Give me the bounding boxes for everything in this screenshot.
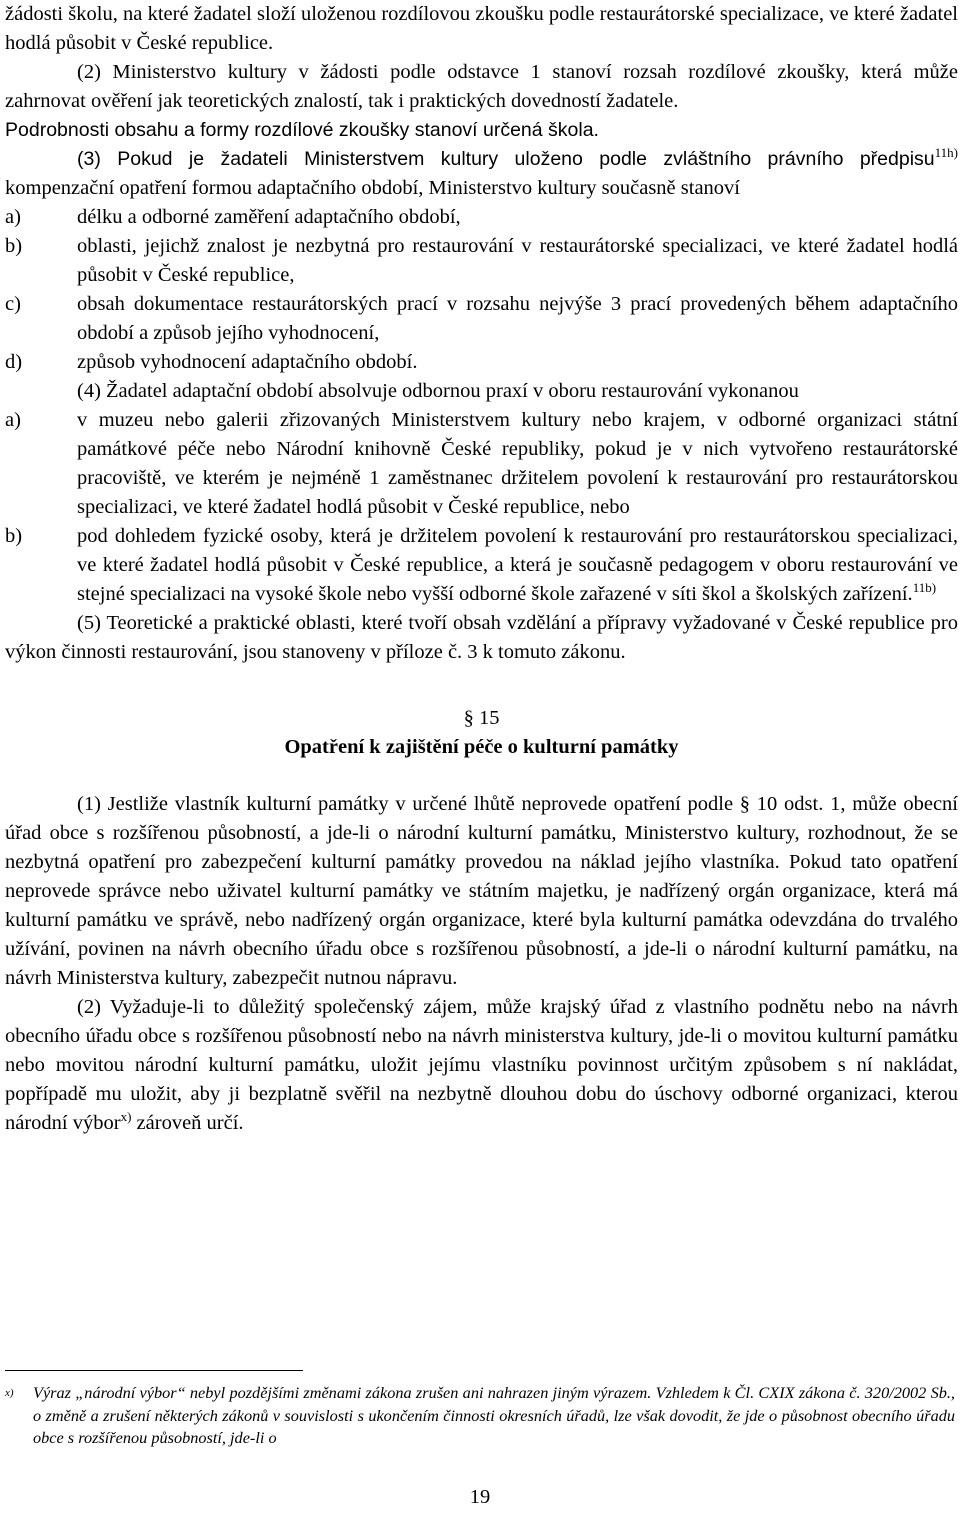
paragraph-continued: žádosti školu, na které žadatel složí uloženou rozdílovou zkoušku podle restaurátorské specializace, ve které žadatel hodlá působit v České republice. [5, 3, 958, 54]
list-item-text: způsob vyhodnocení adaptačního období. [77, 351, 418, 373]
list-item-text-body: pod dohledem fyzické osoby, která je držitelem povolení k restaurování pro restaurátorskou specializaci, ve které žadatel hodlá působit v České republice, a která je současně pedagogem v oboru restaurování ve stejné specializaci na vysoké škole nebo vyšší odborné škole zařazené v síti škol a školských zařízení. [77, 525, 958, 605]
paragraph-3 [5, 145, 958, 203]
list-item-text: v muzeu nebo galerii zřizovaných Ministerstvem kultury nebo krajem, v odborné organizaci státní památkové péče nebo Národní knihovně České republiky, pokud je v nich vytvořeno restaurátorské pracoviště, ve kterém je nejméně 1 zaměstnanec držitelem povolení k restaurování pro restaurátorskou specializaci, ve které žadatel hodlá působit v České republice, nebo [77, 409, 958, 518]
list-item-label: d) [5, 351, 23, 373]
list-item-label: b) [5, 235, 23, 257]
section-15-paragraph-2 [5, 993, 958, 1138]
footnote-ref-11h: 11h) [934, 145, 958, 160]
section-15-paragraph-2-text: (2) Vyžaduje-li to důležitý společenský zájem, může krajský úřad z vlastního podnětu nebo na návrh obecního úřadu obce s rozšířenou působností nebo na návrh ministerstva kultury, jde-li o movitou kulturní památku nebo movitou národní kulturní památku, uložit jejímu vlastníku povinnost určitým způsobem s ní nakládat, popřípadě mu uložit, aby ji bezplatně svěřil na nezbytně dlouhou dobu do úschovy odborné organizaci, kterou národní výbor [5, 996, 958, 1134]
section-number: § 15 [463, 707, 500, 729]
footnote-separator [5, 1370, 303, 1371]
list-item-text: oblasti, jejichž znalost je nezbytná pro restaurování v restaurátorské specializaci, ve které žadatel hodlá působit v České republice, [77, 235, 958, 286]
list-paragraph-4 [5, 406, 958, 609]
paragraph-2-details: Podrobnosti obsahu a formy rozdílové zkoušky stanoví určená škola. [5, 119, 599, 141]
footnote-ref-11b: 11b) [912, 580, 937, 595]
list-item [5, 232, 958, 290]
page-number: 19 [469, 1486, 491, 1508]
document-page [5, 0, 958, 1138]
footnote [5, 1382, 955, 1450]
list-paragraph-3 [5, 203, 958, 377]
footnote-mark: x) [5, 1387, 14, 1399]
paragraph-4: (4) Žadatel adaptační období absolvuje odbornou praxí v oboru restaurování vykonanou [77, 380, 799, 402]
section-15-paragraph-1: (1) Jestliže vlastník kulturní památky v určené lhůtě neprovede opatření podle § 10 odst. 1, může obecní úřad obce s rozšířenou působností, a jde-li o národní kulturní památku, Ministerstvo kultury, rozhodnout, že se nezbytná opatření pro zabezpečení kulturní památky provedou na náklad jejího vlastníka. Pokud tato opatření neprovede správce nebo uživatel kulturní památky ve státním majetku, je nadřízený orgán organizace, která má kulturní památku ve správě, nebo nadřízený orgán organizace, které byla kulturní památka odevzdána do trvalého užívání, povinen na návrh obecního úřadu obce s rozšířenou působností, a jde-li o národní kulturní památku, na návrh Ministerstva kultury, zabezpečit nutnou nápravu. [5, 793, 958, 989]
list-item [5, 522, 958, 609]
section-15-paragraph-2-end: zároveň určí. [131, 1112, 244, 1134]
paragraph-3-text-a: (3) Pokud je žadateli Ministerstvem kultury uloženo podle zvláštního právního předpisu [77, 148, 935, 170]
list-item-text [77, 522, 958, 609]
footnote-text: Výraz „národní výbor“ nebyl pozdějšími změnami zákona zrušen ani nahrazen jiným výrazem. Vzhledem k Čl. CXIX zákona č. 320/2002 Sb., o změně a zrušení některých zákonů v souvislosti s ukončením činnosti okresních úřadů, lze však dovodit, že jde o působnost obecního úřadu obce s rozšířenou působností, jde-li o [33, 1383, 955, 1447]
list-item-label: a) [5, 206, 21, 228]
section-title: Opatření k zajištění péče o kulturní památky [284, 736, 679, 758]
list-item-label: a) [5, 409, 21, 431]
list-item [5, 406, 958, 522]
list-item [5, 348, 958, 377]
list-item-text: obsah dokumentace restaurátorských prací v rozsahu nejvýše 3 prací provedených během adaptačního období a způsob jejího vyhodnocení, [77, 293, 958, 344]
list-item-label: b) [5, 525, 23, 547]
list-item [5, 290, 958, 348]
footnote-ref-x: x) [120, 1109, 132, 1124]
paragraph-2: (2) Ministerstvo kultury v žádosti podle odstavce 1 stanoví rozsah rozdílové zkoušky, která může zahrnovat ověření jak teoretických znalostí, tak i praktických dovedností žadatele. [5, 61, 958, 112]
list-item-label: c) [5, 293, 21, 315]
paragraph-3-text-b: kompenzační opatření formou adaptačního období, Ministerstvo kultury současně stanoví [5, 177, 740, 199]
list-item-text: délku a odborné zaměření adaptačního období, [77, 206, 461, 228]
list-item [5, 203, 958, 232]
paragraph-5: (5) Teoretické a praktické oblasti, které tvoří obsah vzdělání a přípravy vyžadované v České republice pro výkon činnosti restaurování, jsou stanoveny v příloze č. 3 k tomuto zákonu. [5, 612, 958, 663]
